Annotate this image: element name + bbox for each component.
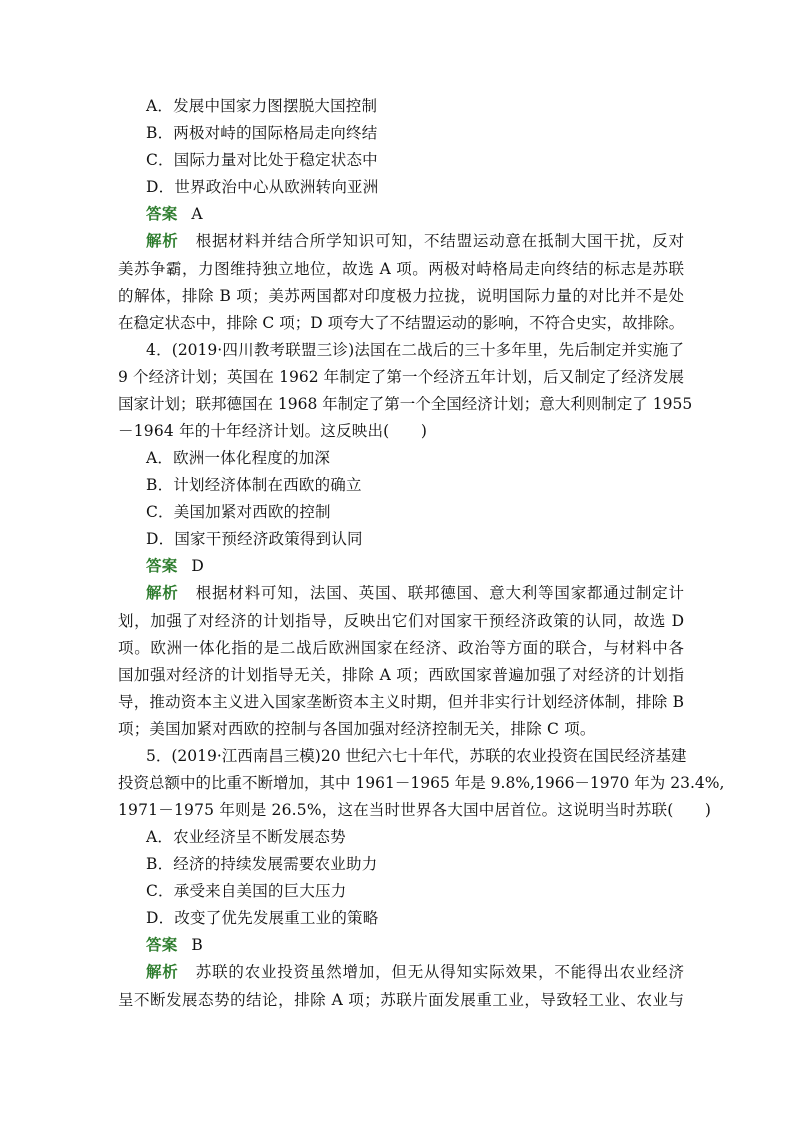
answer-label: 答案 [146,205,178,223]
explanation-line: 美苏争霸，力图维持独立地位，故选 A 项。两极对峙格局走向终结的标志是苏联 [118,260,684,278]
explanation-line: 在稳定状态中，排除 C 项；D 项夸大了不结盟运动的影响，不符合史实，故排除。 [118,314,685,332]
explanation-label: 解析 [146,584,179,602]
explanation-line: 解析 根据材料并结合所学知识可知，不结盟运动意在抵制大国干扰，反对 [146,232,684,250]
explanation-line: 解析 根据材料可知，法国、英国、联邦德国、意大利等国家都通过制定计 [146,584,684,602]
option-b: B．两极对峙的国际格局走向终结 [146,124,378,142]
question-stem-line: 9 个经济计划；英国在 1962 年制定了第一个经济五年计划，后又制定了经济发展 [118,368,684,386]
question-stem-line: 国家计划；联邦德国在 1968 年制定了第一个全国经济计划；意大利则制定了 1955 [118,395,693,413]
answer-value: A [191,205,203,223]
option-c: C．承受来自美国的巨大压力 [146,882,347,900]
explanation-label: 解析 [146,963,179,981]
answer-line [146,935,712,955]
answer-label: 答案 [146,557,178,575]
option-d: D．改变了优先发展重工业的策略 [146,909,379,927]
option-b: B．计划经济体制在西欧的确立 [146,476,362,494]
option-c: C．美国加紧对西欧的控制 [146,503,331,521]
option-a: A．欧洲一体化程度的加深 [146,449,331,467]
answer-value: D [191,557,205,575]
explanation-line: 呈不断发展态势的结论，排除 A 项；苏联片面发展重工业，导致轻工业、农业与 [118,991,684,1009]
answer-label: 答案 [146,936,178,954]
explanation-line: 的解体，排除 B 项；美苏两国都对印度极力拉拢，说明国际力量的对比并不是处 [118,287,684,305]
explanation-line: 导，推动资本主义进入国家垄断资本主义时期，但并非实行计划经济体制，排除 B [118,693,684,711]
option-c: C．国际力量对比处于稳定状态中 [146,151,378,169]
option-d: D．国家干预经济政策得到认同 [146,530,363,548]
question-stem-line: 5．(2019·江西南昌三模)20 世纪六七十年代，苏联的农业投资在国民经济基建 [146,747,687,765]
explanation-line: 划，加强了对经济的计划指导，反映出它们对国家干预经济政策的认同，故选 D [118,612,684,630]
explanation-label: 解析 [146,232,179,250]
question-stem-line: 1971－1975 年则是 26.5%，这在当时世界各大国中居首位。这说明当时苏联( ) [118,801,712,819]
explanation-line: 项。欧洲一体化指的是二战后欧洲国家在经济、政治等方面的联合，与材料中各 [118,639,684,657]
question-stem-line: 4．(2019·四川教考联盟三诊)法国在二战后的三十多年里，先后制定并实施了 [146,341,684,359]
option-d: D．世界政治中心从欧洲转向亚洲 [146,178,379,196]
option-b: B．经济的持续发展需要农业助力 [146,855,378,873]
answer-line [146,556,712,576]
option-a: A．农业经济呈不断发展态势 [146,828,346,846]
explanation-line: 国加强对经济的计划指导无关，排除 A 项；西欧国家普遍加强了对经济的计划指 [118,666,684,684]
option-a: A．发展中国家力图摆脱大国控制 [146,97,378,115]
question-stem-line: 投资总额中的比重不断增加，其中 1961－1965 年是 9.8%,1966－1970 年为 23.4%, [118,774,725,792]
explanation-line: 解析 苏联的农业投资虽然增加，但无从得知实际效果，不能得出农业经济 [146,963,684,981]
answer-line [146,204,712,224]
explanation-line: 项；美国加紧对西欧的控制与各国加强对经济控制无关，排除 C 项。 [118,720,596,738]
answer-value: B [191,936,203,954]
question-stem-line: －1964 年的十年经济计划。这反映出( ) [118,422,428,440]
